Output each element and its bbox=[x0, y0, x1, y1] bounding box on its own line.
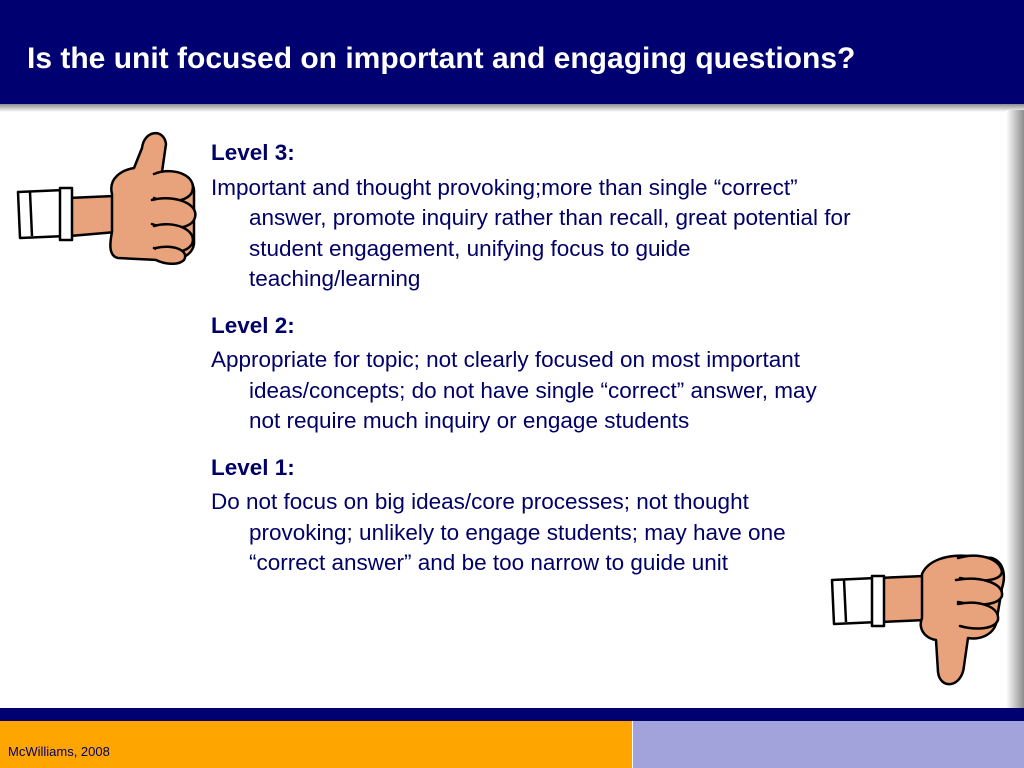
level-1-title: Level 1: bbox=[211, 454, 295, 480]
right-edge-shadow bbox=[1006, 110, 1024, 708]
thumbs-up-icon bbox=[16, 120, 202, 265]
footer-right-panel bbox=[633, 721, 1024, 768]
level-1-description: Do not focus on big ideas/core processes; not thought provoking; unlikely to engage students; may have one “correct answer” and be too narrow to guide unit bbox=[211, 489, 786, 575]
level-2-title: Level 2: bbox=[211, 312, 295, 338]
thumbs-down-icon bbox=[828, 548, 1008, 696]
title-bar bbox=[0, 0, 1024, 104]
level-3-title: Level 3: bbox=[211, 140, 295, 165]
slide-title: Is the unit focused on important and engaging questions? bbox=[27, 42, 856, 75]
rubric-levels bbox=[211, 138, 851, 595]
level-3-description: Important and thought provoking;more than single “correct” answer, promote inquiry rather than recall, great potential for student engagement, unifying focus to guide teaching/learning bbox=[211, 174, 851, 291]
level-2-description: Appropriate for topic; not clearly focused on most important ideas/concepts; do not have single “correct” answer, may not require much inquiry or engage students bbox=[211, 347, 817, 433]
title-shadow bbox=[0, 104, 1024, 112]
footer-credit: McWilliams, 2008 bbox=[8, 744, 110, 759]
footer-band bbox=[0, 708, 1024, 721]
